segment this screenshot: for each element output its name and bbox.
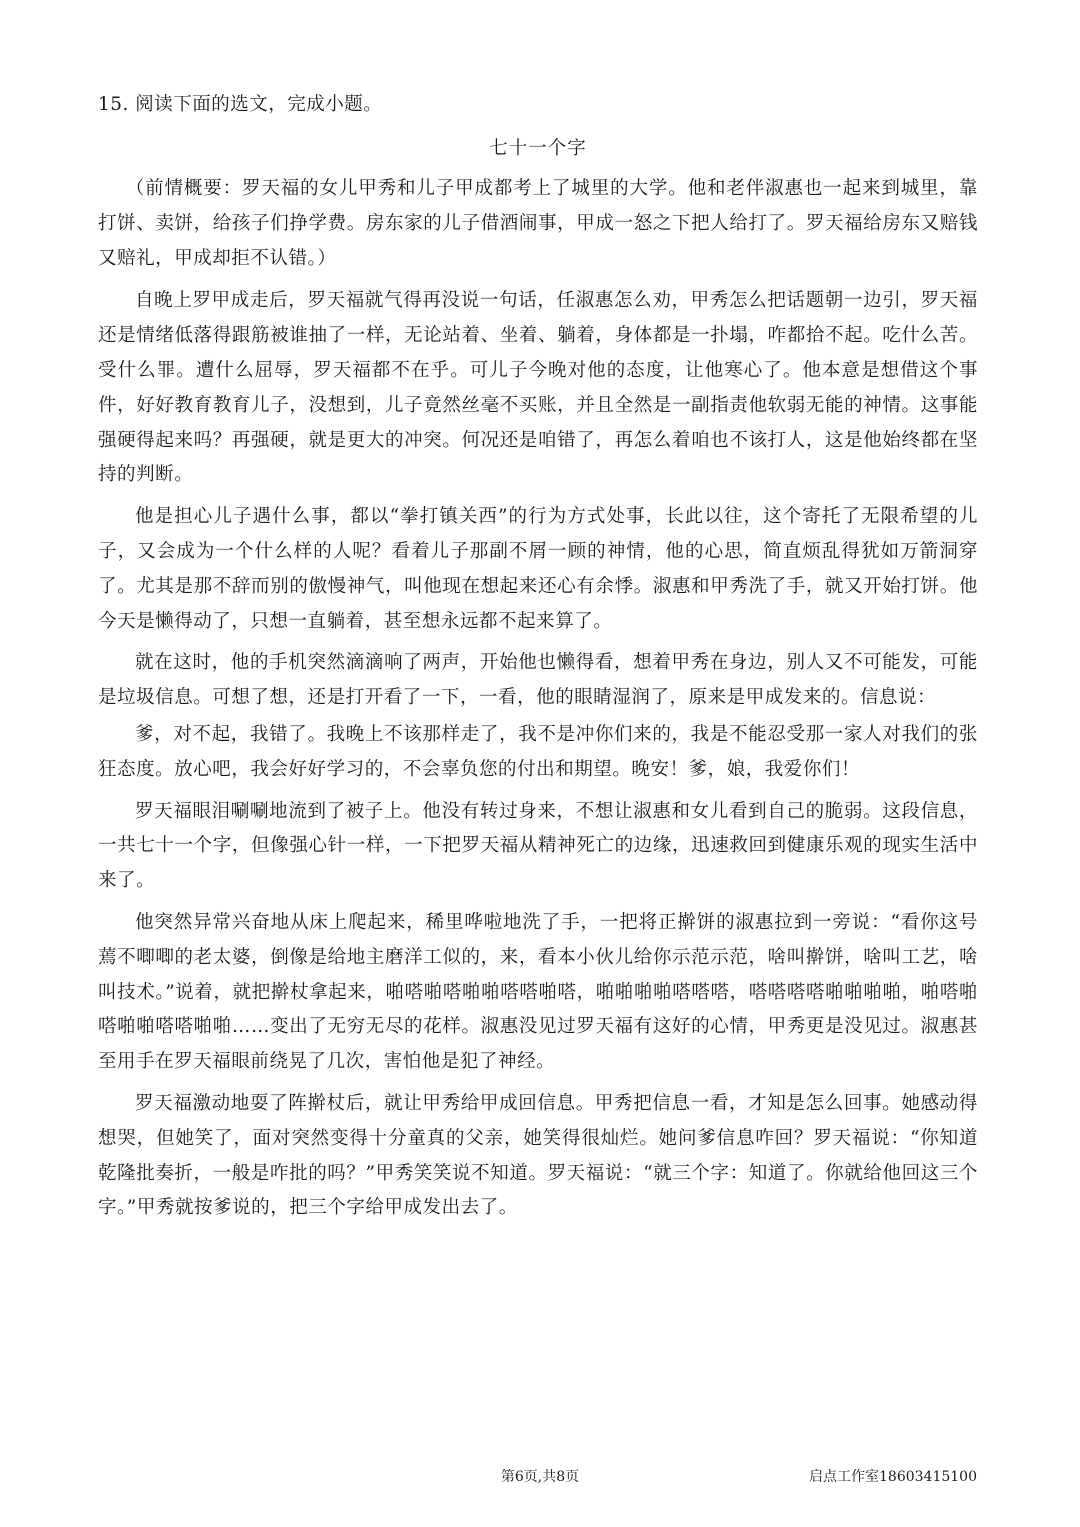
studio-contact: 启点工作室18603415100 [809,1469,977,1485]
page-footer [0,1466,1080,1490]
article-paragraph: 他是担心儿子遇什么事，都以“拳打镇关西”的行为方式处事，长此以往，这个寄托了无限希望的儿子，又会成为一个什么样的人呢？看着儿子那副不屑一顾的神情，他的心思，简直烦乱得犹如万箭洞穿了。尤其是那不辞而别的傲慢神气，叫他现在想起来还心有余悸。淑惠和甲秀洗了手，就又开始打饼。他今天是懒得动了，只想一直躺着，甚至想永远都不起来算了。 [98,506,978,632]
article-title: 七十一个字 [489,138,587,159]
page-number: 第6页,共8页 [500,1469,580,1485]
article-paragraph: 罗天福眼泪唰唰地流到了被子上。他没有转过身来，不想让淑惠和女儿看到自己的脆弱。这段信息，一共七十一个字，但像强心针一样，一下把罗天福从精神死亡的边缘，迅速救回到健康乐观的现实生活中来了。 [98,800,978,892]
article-paragraph: 罗天福激动地耍了阵擀杖后，就让甲秀给甲成回信息。甲秀把信息一看，才知是怎么回事。她感动得想哭，但她笑了，面对突然变得十分童真的父亲，她笑得很灿烂。她问爹信息咋回？罗天福说：“你知道乾隆批奏折，一般是咋批的吗？”甲秀笑笑说不知道。罗天福说：“就三个字：知道了。你就给他回这三个字。”甲秀就按爹说的，把三个字给甲成发出去了。 [98,1092,978,1219]
page-content [98,88,978,1226]
article-paragraph: 自晚上罗甲成走后，罗天福就气得再没说一句话，任淑惠怎么劝，甲秀怎么把话题朝一边引，罗天福还是情绪低落得跟筋被谁抽了一样，无论站着、坐着、躺着，身体都是一扑塌，咋都拾不起。吃什么苦。受什么罪。遭什么屈辱，罗天福都不在乎。可儿子今晚对他的态度，让他寒心了。他本意是想借这个事件，好好教育教育儿子，没想到，儿子竟然丝毫不买账，并且全然是一副指责他软弱无能的神情。这事能强硬得起来吗？再强硬，就是更大的冲突。何况还是咱错了，再怎么着咱也不该打人，这是他始终都在坚持的判断。 [98,290,978,486]
article-paragraph: 就在这时，他的手机突然滴滴响了两声，开始他也懒得看，想着甲秀在身边，别人又不可能发，可能是垃圾信息。可想了想，还是打开看了一下，一看，他的眼睛湿润了，原来是甲成发来的。信息说： [98,652,978,709]
article-paragraph-preface: （前情概要：罗天福的女儿甲秀和儿子甲成都考上了城里的大学。他和老伴淑惠也一起来到城里，靠打饼、卖饼，给孩子们挣学费。房东家的儿子借酒闹事，甲成一怒之下把人给打了。罗天福给房东又赔钱又赔礼，甲成却拒不认错。） [98,178,978,269]
question-heading: 15. 阅读下面的选文，完成小题。 [98,94,383,115]
article-paragraph-message: 爹，对不起，我错了。我晚上不该那样走了，我不是冲你们来的，我是不能忍受那一家人对我们的张狂态度。放心吧，我会好好学习的，不会辜负您的付出和期望。晚安！爹，娘，我爱你们！ [98,723,978,780]
article-paragraph: 他突然异常兴奋地从床上爬起来，稀里哗啦地洗了手，一把将正擀饼的淑惠拉到一旁说：“看你这号蔫不唧唧的老太婆，倒像是给地主磨洋工似的，来，看本小伙儿给你示范示范，啥叫擀饼，啥叫工艺，啥叫技术。”说着，就把擀杖拿起来，啪嗒啪嗒啪啪嗒嗒啪嗒，啪啪啪啪嗒嗒嗒，嗒嗒嗒嗒啪啪啪啪，啪嗒啪嗒啪啪嗒嗒啪啪……变出了无穷无尽的花样。淑惠没见过罗天福有这好的心情，甲秀更是没见过。淑惠甚至用手在罗天福眼前绕晃了几次，害怕他是犯了神经。 [98,911,978,1073]
